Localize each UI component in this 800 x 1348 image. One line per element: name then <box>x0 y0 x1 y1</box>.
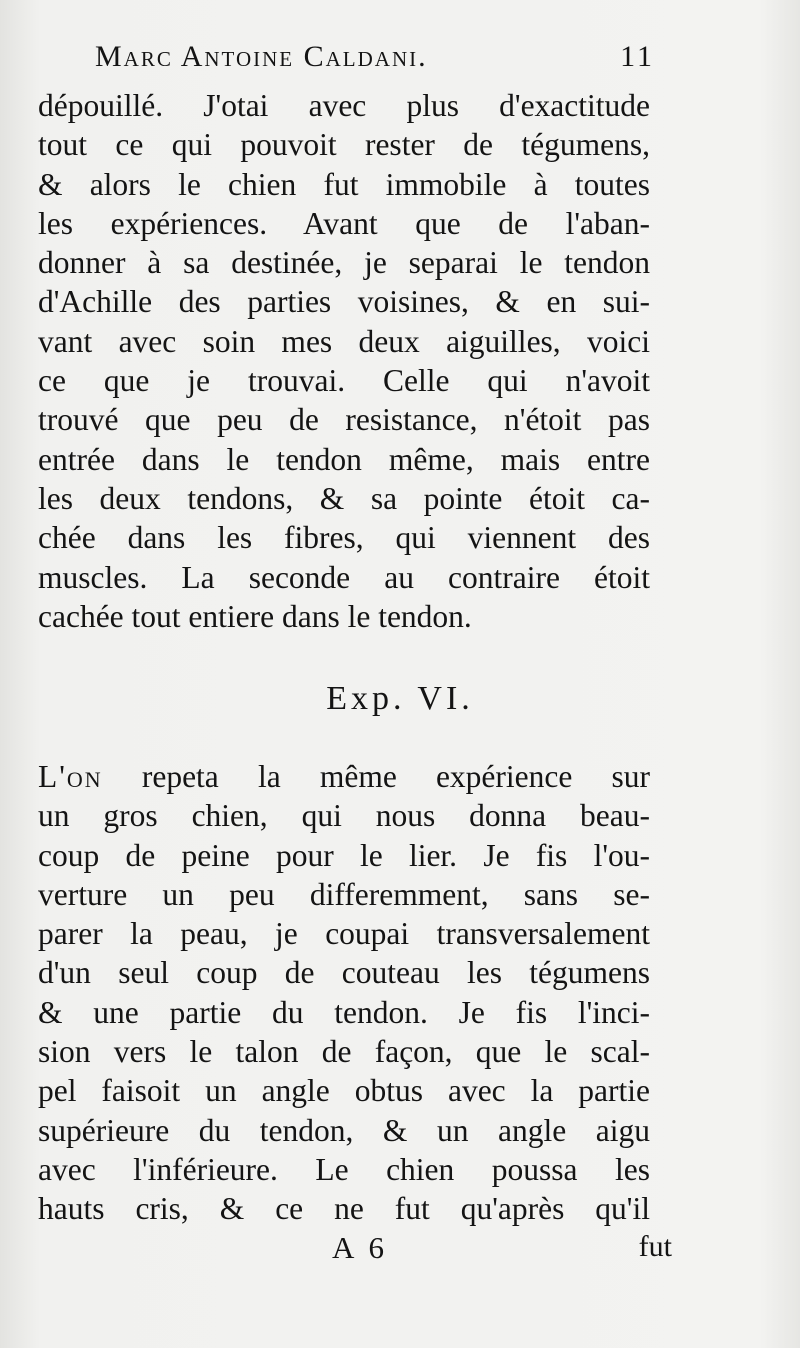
text-line: tout ce qui pouvoit rester de tégumens, <box>38 127 650 163</box>
text-line: chée dans les fibres, qui viennent des <box>38 520 650 556</box>
running-title: Marc Antoine Caldani. <box>95 40 428 73</box>
text-line: les expériences. Avant que de l'aban- <box>38 205 650 241</box>
text-line: pel faisoit un angle obtus avec la partie <box>38 1073 650 1109</box>
text-line: un gros chien, qui nous donna beau- <box>38 798 650 834</box>
text-line: & alors le chien fut immobile à toutes <box>38 166 650 202</box>
page-header <box>95 40 655 90</box>
text-line: les deux tendons, & sa pointe étoit ca- <box>38 480 650 516</box>
text-line: verture un peu differemment, sans se- <box>38 876 650 912</box>
text-line: coup de peine pour le lier. Je fis l'ou- <box>38 837 650 873</box>
text-line: parer la peau, je coupai transversalement <box>38 916 650 952</box>
text-line: avec l'inférieure. Le chien poussa les <box>38 1151 650 1187</box>
signature-mark: A 6 <box>332 1230 388 1265</box>
text-line: d'Achille des parties voisines, & en sui- <box>38 284 650 320</box>
text-line: entrée dans le tendon même, mais entre <box>38 441 650 477</box>
opening-word: L'on <box>38 759 103 794</box>
text-line: donner à sa destinée, je separai le tendon <box>38 245 650 281</box>
text-line: sion vers le talon de façon, que le scal- <box>38 1034 650 1070</box>
text-line: d'un seul coup de couteau les tégumens <box>38 955 650 991</box>
text-line: dépouillé. J'otai avec plus d'exactitude <box>38 88 650 123</box>
paragraph-1 <box>38 86 650 636</box>
text-line: supérieure du tendon, & un angle aigu <box>38 1112 650 1148</box>
text-line: ce que je trouvai. Celle qui n'avoit <box>38 363 650 399</box>
paragraph-2 <box>38 757 650 1229</box>
page-number: 11 <box>620 40 655 73</box>
text-line: muscles. La seconde au contraire étoit <box>38 559 650 595</box>
text-line: hauts cris, & ce ne fut qu'après qu'il <box>38 1191 650 1227</box>
first-line-text: repeta la même expérience sur <box>102 759 650 794</box>
section-heading: Exp. VI. <box>326 680 474 717</box>
text-line-first <box>38 757 650 796</box>
text-line: trouvé que peu de resistance, n'étoit pas <box>38 402 650 438</box>
text-line: vant avec soin mes deux aiguilles, voici <box>38 323 650 359</box>
text-line: & une partie du tendon. Je fis l'inci- <box>38 994 650 1030</box>
catchword: fut <box>638 1230 672 1263</box>
text-line: cachée tout entiere dans le tendon. <box>38 598 472 634</box>
